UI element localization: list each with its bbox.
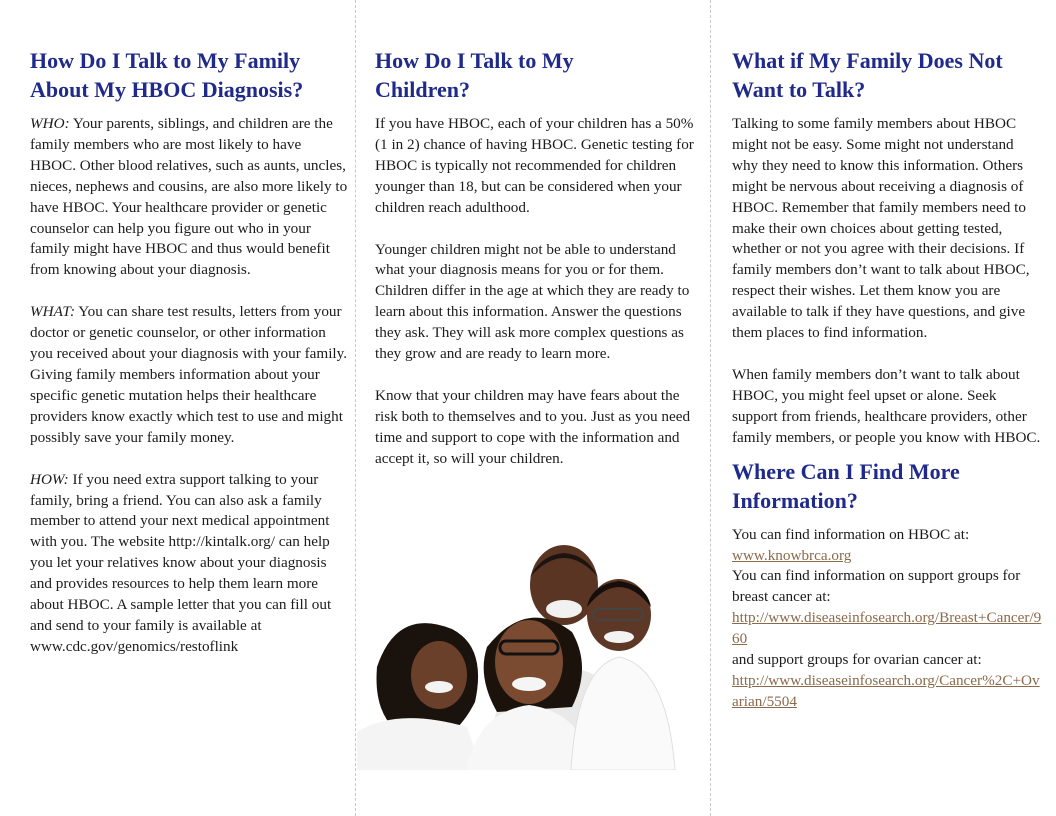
column-family-talk — [30, 46, 348, 658]
ovarian-cancer-groups-link[interactable]: http://www.diseaseinfosearch.org/Cancer%2C+Ovarian/5504 — [732, 671, 1040, 710]
children-paragraph-2: Younger children might not be able to understand what your diagnosis means for you or for them. Children differ in the age at which they are ready to learn about this information. Answer the questions they ask. They will ask more complex questions as they grow and are ready to learn more. — [375, 240, 690, 363]
column-family-not-talk — [732, 46, 1042, 713]
knowbrca-link[interactable]: www.knowbrca.org — [732, 546, 852, 564]
how-text: If you need extra support talking to your family, bring a friend. You can also ask a family member to attend your next medical appointment with you. The website http://kintalk.org/ can help you let your relatives know about your diagnosis and provides resources to help them learn more about HBOC. A sample letter that you can fill out and send to your family is available at www.cdc.gov/genomics/restoflink — [30, 470, 332, 655]
what-label: WHAT: — [30, 303, 75, 321]
info-hboc-text: You can find information on HBOC at: — [732, 525, 970, 543]
what-paragraph — [30, 302, 348, 448]
info-ovarian-groups-text: and support groups for ovarian cancer at: — [732, 651, 982, 669]
how-paragraph — [30, 470, 348, 658]
heading-talk-to-children: How Do I Talk to My Children? — [375, 48, 574, 102]
heading-more-information: Where Can I Find More Information? — [732, 458, 960, 513]
who-paragraph — [30, 114, 348, 281]
info-breast-groups-text: You can find information on support groups for breast cancer at: — [732, 567, 1021, 606]
heading-talk-to-family: How Do I Talk to My Family About My HBOC Diagnosis? — [30, 48, 304, 102]
fold-line-right — [710, 0, 711, 816]
what-text: You can share test results, letters from your doctor or genetic counselor, or other information you received about your diagnosis with your family. Giving family members information about your specific genetic mutation helps their healthcare providers know exactly which test to use and might possibly save your family money. — [30, 303, 348, 446]
column-children-talk — [375, 46, 695, 470]
how-label: HOW: — [30, 470, 69, 488]
who-label: WHO: — [30, 115, 70, 132]
not-talk-paragraph-2: When family members don’t want to talk about HBOC, you might feel upset or alone. Seek support from friends, healthcare providers, other family members, or people you know with HBOC. — [732, 365, 1041, 446]
children-paragraph-3: Know that your children may have fears about the risk both to themselves and to you. Just as you need time and support to cope with the information and accept it, so will your children. — [375, 386, 691, 467]
heading-family-not-talk: What if My Family Does Not Want to Talk? — [732, 48, 1003, 102]
fold-line-left — [355, 0, 356, 816]
not-talk-paragraph-1: Talking to some family members about HBOC might not be easy. Some might not understand why they need to know this information. Others might be nervous about receiving a diagnosis of HBOC. Remember that family members need to make their own choices about getting tested, whether or not you agree with their decisions. If family members don’t want to talk about HBOC, respect their wishes. Let them know you are available to talk if they have questions, and give them places to find information. — [732, 115, 1030, 342]
who-text: Your parents, siblings, and children are the family members who are most likely to have HBOC. Other blood relatives, such as aunts, uncles, nieces, nephews and cousins, are also more likely to have HBOC. Your healthcare provider or genetic counselor can help you figure out who in your family might have HBOC and thus would benefit from knowing about your diagnosis. — [30, 115, 348, 279]
children-paragraph-1: If you have HBOC, each of your children has a 50% (1 in 2) chance of having HBOC. Genetic testing for HBOC is typically not recommended for children younger than 18, but can be considered when your children reach adulthood. — [375, 115, 694, 216]
breast-cancer-groups-link[interactable]: http://www.diseaseinfosearch.org/Breast+Cancer/960 — [732, 609, 1042, 648]
family-photo — [357, 537, 701, 770]
